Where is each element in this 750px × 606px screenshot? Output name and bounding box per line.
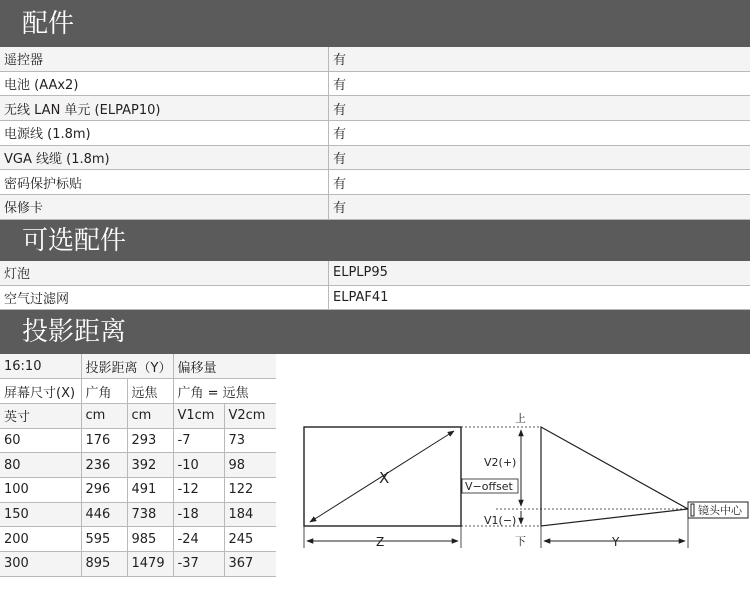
table-row (0, 552, 276, 577)
table-cell: 122 (224, 477, 276, 502)
table-row (0, 47, 750, 72)
wide-header: 广角 (81, 379, 127, 404)
accessories-table (0, 47, 750, 220)
item-cell: 灯泡 (0, 261, 329, 285)
value-cell: 有 (333, 127, 347, 143)
unit-cm-header: cm (127, 403, 173, 428)
section-header-optional (0, 220, 750, 261)
section-title-optional: 可选配件 (22, 225, 127, 256)
bottom-label: 下 (515, 535, 526, 548)
tele-header: 远焦 (127, 379, 173, 404)
value-cell: 有 (333, 152, 347, 168)
table-row (0, 502, 276, 527)
table-cell: 985 (127, 527, 173, 552)
item-cell: 保修卡 (0, 195, 329, 219)
table-row (0, 286, 750, 311)
distance-header: 投影距离（Y） (81, 354, 173, 379)
table-row (0, 453, 276, 478)
offset-header: 偏移量 (173, 354, 276, 379)
table-row (0, 527, 276, 552)
item-cell: 电池 (AAx2) (0, 72, 329, 96)
table-header-row (0, 379, 276, 404)
projection-diagram (296, 400, 750, 560)
table-cell: -37 (173, 552, 224, 577)
x-label: X (379, 469, 390, 487)
item-cell: 密码保护标贴 (0, 170, 329, 194)
table-cell: 245 (224, 527, 276, 552)
table-row (0, 477, 276, 502)
table-cell: 595 (81, 527, 127, 552)
item-cell: 空气过滤网 (0, 286, 329, 310)
offset-note-header: 广角 = 远焦 (173, 379, 276, 404)
value-cell: 有 (333, 102, 347, 118)
table-row (0, 146, 750, 171)
item-cell: 电源线 (1.8m) (0, 121, 329, 145)
table-cell: 1479 (127, 552, 173, 577)
optional-table (0, 261, 750, 310)
table-cell: 367 (224, 552, 276, 577)
table-cell: 98 (224, 453, 276, 478)
table-row (0, 170, 750, 195)
value-cell: ELPLP95 (333, 265, 388, 281)
table-cell: 184 (224, 502, 276, 527)
table-cell: 300 (0, 552, 81, 577)
table-row (0, 195, 750, 220)
table-row (0, 96, 750, 121)
value-cell: 有 (333, 53, 347, 69)
table-header-row (0, 403, 276, 428)
table-cell: 293 (127, 428, 173, 453)
item-cell: 无线 LAN 单元 (ELPAP10) (0, 96, 329, 120)
table-row (0, 261, 750, 286)
table-cell: -18 (173, 502, 224, 527)
unit-inch-header: 英寸 (0, 403, 81, 428)
v2-label: V2(+) (484, 456, 517, 469)
lens-center-label: 镜头中心 (698, 504, 742, 517)
table-cell: -24 (173, 527, 224, 552)
section-title-accessories: 配件 (22, 8, 75, 39)
section-header-projection (0, 310, 750, 354)
table-cell: 73 (224, 428, 276, 453)
table-cell: -12 (173, 477, 224, 502)
table-cell: -10 (173, 453, 224, 478)
projection-cone (541, 427, 688, 526)
table-cell: 60 (0, 428, 81, 453)
table-cell: 200 (0, 527, 81, 552)
table-cell: 150 (0, 502, 81, 527)
item-cell: 遥控器 (0, 47, 329, 71)
item-cell: VGA 线缆 (1.8m) (0, 146, 329, 170)
section-title-projection: 投影距离 (22, 317, 127, 347)
top-label: 上 (515, 412, 526, 425)
value-cell: ELPAF41 (333, 289, 389, 305)
table-cell: 446 (81, 502, 127, 527)
table-cell: 296 (81, 477, 127, 502)
unit-v1-header: V1cm (173, 403, 224, 428)
table-cell: 100 (0, 477, 81, 502)
table-cell: 236 (81, 453, 127, 478)
unit-v2-header: V2cm (224, 403, 276, 428)
v-offset-label: V−offset (465, 480, 513, 493)
table-cell: 491 (127, 477, 173, 502)
projection-distance-table (0, 354, 276, 577)
y-label: Y (612, 535, 620, 549)
table-cell: 895 (81, 552, 127, 577)
table-row (0, 72, 750, 97)
table-cell: -7 (173, 428, 224, 453)
screen-size-header: 屏幕尺寸(X) (0, 379, 81, 404)
table-cell: 738 (127, 502, 173, 527)
table-row (0, 121, 750, 146)
table-cell: 176 (81, 428, 127, 453)
aspect-ratio-cell: 16:10 (0, 354, 81, 379)
value-cell: 有 (333, 176, 347, 192)
value-cell: 有 (333, 78, 347, 94)
v1-label: V1(−) (484, 514, 517, 527)
table-cell: 392 (127, 453, 173, 478)
table-header-row (0, 354, 276, 379)
table-row (0, 428, 276, 453)
z-label: Z (376, 535, 385, 549)
section-header-accessories (0, 0, 750, 47)
table-cell: 80 (0, 453, 81, 478)
unit-cm-header: cm (81, 403, 127, 428)
value-cell: 有 (333, 201, 347, 217)
